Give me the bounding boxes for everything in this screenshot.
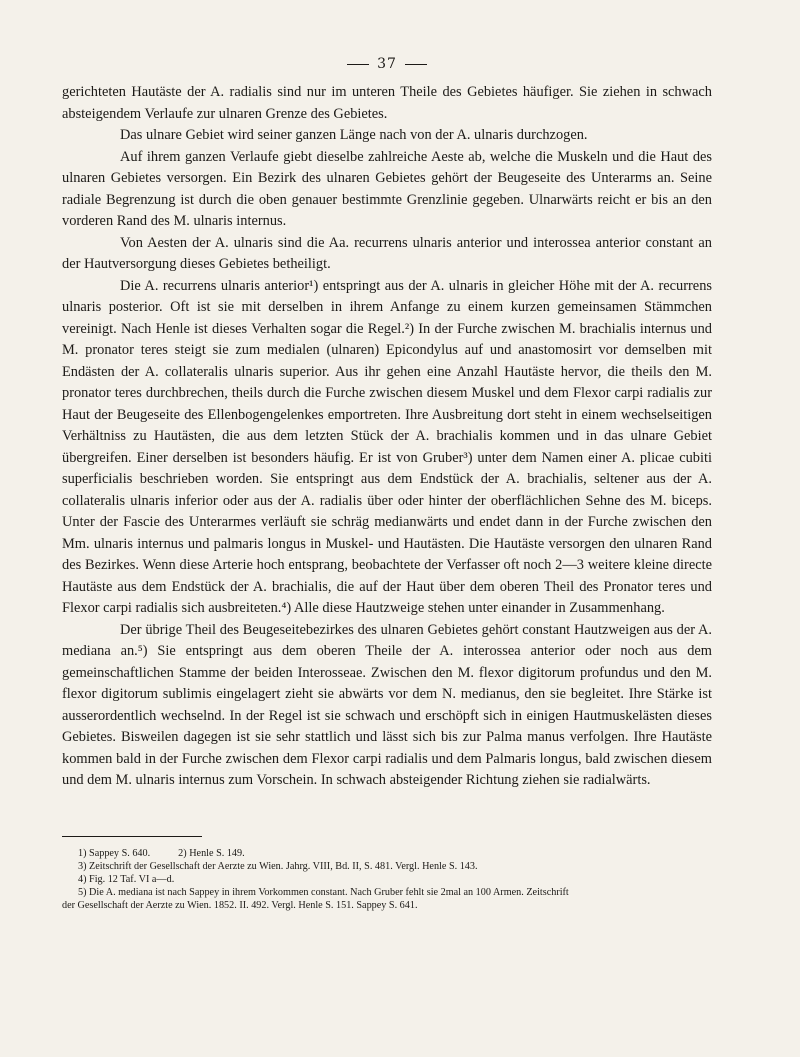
body-text (62, 82, 712, 792)
footnote-separator (62, 836, 202, 837)
footnote-line-1 (62, 847, 712, 860)
page-number-value: 37 (377, 56, 397, 72)
paragraph-2: Das ulnare Gebiet wird seiner ganzen Länge nach von der A. ulnaris durchzogen. (120, 127, 588, 143)
paragraph-5: Die A. recurrens ulnaris anterior¹) entspringt aus der A. ulnaris in gleicher Höhe mit der A. recurrens ulnaris posterior. Oft ist sie mit derselben in ihrem Anfange zu einem kurzen gemeinsamen Stämmchen vereinigt. Nach Henle ist dieses Verhalten sogar die Regel.²) In der Furche zwischen M. brachialis internus und M. pronator teres steigt sie zum medialen (ulnaren) Epicondylus auf und anastomosirt vor demselben mit Endästen der A. collateralis ulnaris superior. Aus ihr gehen eine Anzahl Hautäste hervor, die theils den M. pronator teres durchbrechen, theils durch die Furche zwischen diesem Muskel und dem Flexor carpi radialis zur Haut der Beugeseite des Ellenbogengelenkes emportreten. Ihre Ausbreitung dort steht in einem wechselseitigen Verhältniss zu Hautästen, die aus dem letzten Stück der A. brachialis kommen und in das ulnare Gebiet übergreifen. Einer derselben ist besonders häufig. Er ist von Gruber³) unter dem Namen einer A. plicae cubiti superficialis beschrieben worden. Sie entspringt aus dem Endstück der A. brachialis, seltener aus der A. collateralis ulnaris inferior oder aus der A. radialis über oder hinter der oberflächlichen Sehne des M. biceps. Unter der Fascie des Unterarmes verläuft sie schräg medianwärts und endet dann in der Furche zwischen den Mm. ulnaris internus und palmaris longus in Muskel- und Hautästen. Die Hautäste versorgen den ulnaren Rand des Bezirkes. Wenn diese Arterie hoch entsprang, beobachtete der Verfasser oft noch 2—3 weitere kleine directe Hautäste aus dem Endstück der A. brachialis, die auf der Haut über dem oberen Theil des Pronator teres und Flexor carpi radialis sich ausbreiteten.⁴) Alle diese Hautzweige stehen unter einander in Zusammenhang. (62, 277, 712, 616)
page-number-left-dash (347, 64, 369, 65)
footnotes (62, 847, 712, 913)
footnote-1: 1) Sappey S. 640. (78, 847, 151, 859)
paragraph-6: Der übrige Theil des Beugeseitebezirkes des ulnaren Gebietes gehört constant Hautzweigen aus der A. mediana an.⁵) Sie entspringt aus dem oberen Theile der A. interossea anterior oder noch aus dem gemeinschaftlichen Stamme der beiden Interosseae. Zwischen den M. flexor digitorum profundus und den M. flexor digitorum sublimis eingelagert zieht sie abwärts vor dem N. medianus, den sie begleitet. Ihre Stärke ist ausserordentlich wechselnd. In der Regel ist sie schwach und erschöpft sich in einigen Hautmuskelästen dieses Gebietes. Bisweilen dagegen ist sie sehr stattlich und lässt sich bis zur Palma manus verfolgen. Ihre Hautäste kommen bald in der Furche zwischen dem Flexor carpi radialis und dem Palmaris longus, bald zwischen diesem und dem M. ulnaris internus zum Vorschein. In schwach absteigender Richtung ziehen sie radialwärts. (62, 621, 712, 788)
page-number (62, 56, 712, 72)
footnote-5-continuation: der Gesellschaft der Aerzte zu Wien. 1852. II. 492. Vergl. Henle S. 151. Sappey S. 641. (62, 900, 418, 912)
paragraph-4: Von Aesten der A. ulnaris sind die Aa. recurrens ulnaris anterior und interossea anterior constant an der Hautversorgung dieses Gebietes betheiligt. (62, 234, 712, 272)
footnote-2: 2) Henle S. 149. (178, 847, 245, 859)
paragraph-3: Auf ihrem ganzen Verlaufe giebt dieselbe zahlreiche Aeste ab, welche die Muskeln und die Haut des ulnaren Gebietes versorgen. Ein Bezirk des ulnaren Gebietes gehört der Beugeseite des Unterarms an. Seine radiale Begrenzung ist durch die oben genauer bestimmte Grenzlinie gegeben. Ulnarwärts reicht er bis an den vorderen Rand des M. ulnaris internus. (62, 148, 712, 229)
page-number-right-dash (405, 64, 427, 65)
paragraph-1: gerichteten Hautäste der A. radialis sind nur im unteren Theile des Gebietes häufiger. Sie ziehen in schwach absteigendem Verlaufe zur ulnaren Grenze des Gebietes. (62, 84, 712, 122)
footnote-3: 3) Zeitschrift der Gesellschaft der Aerzte zu Wien. Jahrg. VIII, Bd. II, S. 481. Vergl. Henle S. 143. (78, 860, 478, 872)
footnote-4: 4) Fig. 12 Taf. VI a—d. (78, 873, 175, 885)
footnote-5: 5) Die A. mediana ist nach Sappey in ihrem Vorkommen constant. Nach Gruber fehlt sie 2mal an 100 Armen. Zeitschrift (78, 887, 569, 899)
document-page (62, 56, 712, 913)
